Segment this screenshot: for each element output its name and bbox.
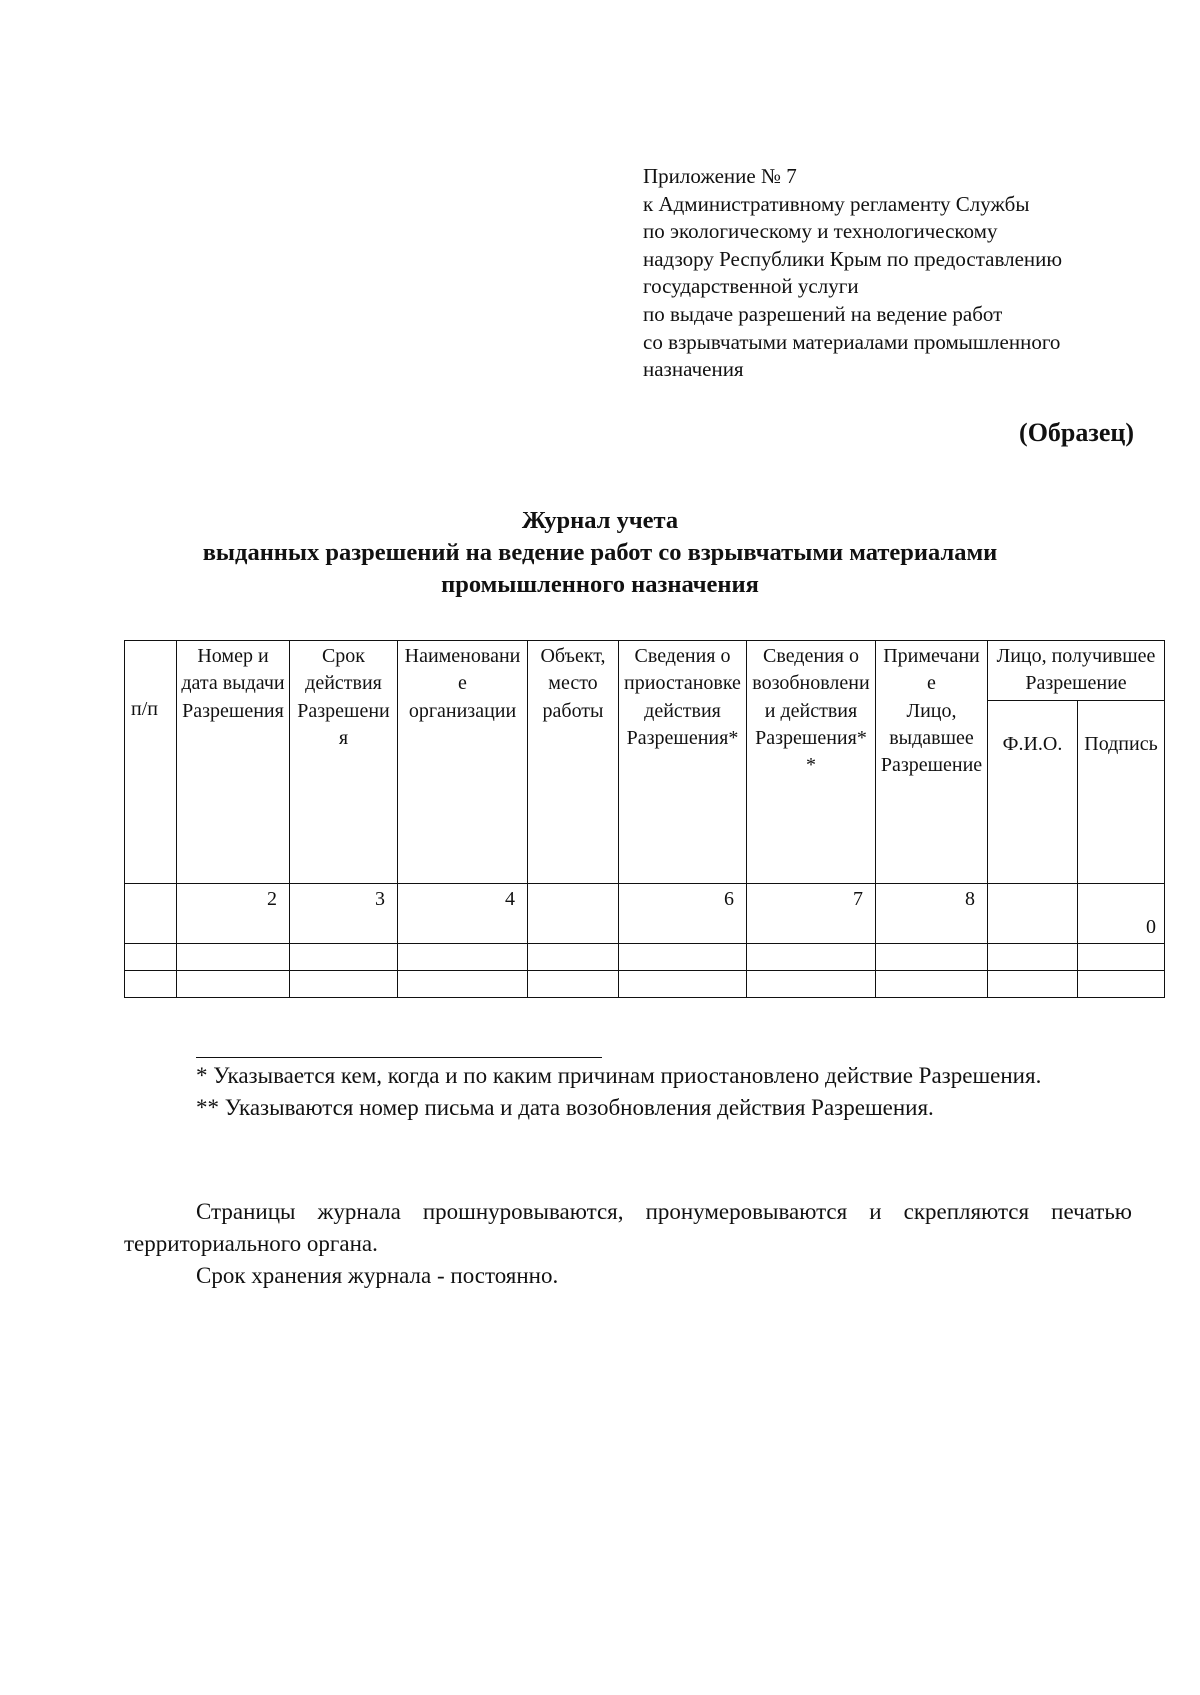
title-line-2: выданных разрешений на ведение работ со взрывчатыми материалами <box>202 539 998 566</box>
appendix-line: надзору Республики Крым по предоставлению <box>643 246 1063 271</box>
footnote-separator <box>196 1057 602 1058</box>
closing-notes <box>124 1196 1132 1292</box>
header-col-8-main: Примечание <box>883 645 980 695</box>
col-number-9 <box>988 883 1078 943</box>
header-col-7: Сведения о возобновлении действия Разрешения** <box>747 641 876 884</box>
col-number-6: 6 <box>619 883 747 943</box>
header-signature: Подпись <box>1078 700 1165 883</box>
footnote-2: ** Указываются номер письма и дата возобновления действия Разрешения. <box>196 1095 934 1120</box>
journal-table <box>124 640 1165 998</box>
header-col-2: Номер и дата выдачи Разрешения <box>177 641 290 884</box>
title-line-3: промышленного назначения <box>441 571 759 598</box>
appendix-line: Приложение № 7 <box>643 164 797 188</box>
footnotes <box>124 1060 1132 1124</box>
appendix-line: по экологическому и технологическому <box>643 219 998 244</box>
header-row <box>125 641 1165 701</box>
column-numbers-row <box>125 883 1165 943</box>
appendix-line: по выдаче разрешений на ведение работ <box>643 301 1003 326</box>
sample-label: (Образец) <box>1019 418 1134 447</box>
header-col-5: Объект, место работы <box>528 641 619 884</box>
footnote-1: * Указывается кем, когда и по каким причинам приостановлено действие Разрешения. <box>196 1063 1042 1088</box>
header-col-8 <box>876 641 988 884</box>
appendix-line: к Административному регламенту Службы <box>643 191 1030 216</box>
appendix-block <box>643 163 1163 384</box>
header-col-3: Срок действия Разрешения <box>290 641 398 884</box>
header-col-4: Наименование организации <box>398 641 528 884</box>
closing-paragraph-2: Срок хранения журнала - постоянно. <box>196 1263 559 1288</box>
appendix-line: государственной услуги <box>643 274 859 299</box>
table-row <box>125 970 1165 997</box>
col-number-8: 8 <box>876 883 988 943</box>
col-number-7: 7 <box>747 883 876 943</box>
col-number-2: 2 <box>177 883 290 943</box>
header-col-6: Сведения о приостановке действия Разрешения* <box>619 641 747 884</box>
col-number-5 <box>528 883 619 943</box>
appendix-line: со взрывчатыми материалами промышленного <box>643 329 1061 354</box>
col-number-10 <box>1078 883 1165 943</box>
header-col-9-group: Лицо, получившее Разрешение <box>988 641 1165 701</box>
col-number-1 <box>125 883 177 943</box>
header-col-1: п/п <box>125 641 177 884</box>
title-line-1: Журнал учета <box>521 507 679 534</box>
table-row <box>125 943 1165 970</box>
closing-paragraph-1: Страницы журнала прошнуровываются, пронумеровываются и скрепляются печатью территориального органа. <box>124 1199 1132 1256</box>
header-col-8-sub: Лицо, выдавшее Разрешение <box>880 699 983 777</box>
col-number-10-value: 0 <box>1146 915 1156 938</box>
header-fio: Ф.И.О. <box>988 700 1078 883</box>
appendix-line: назначения <box>643 357 744 382</box>
document-title <box>0 505 1200 601</box>
col-number-3: 3 <box>290 883 398 943</box>
col-number-4: 4 <box>398 883 528 943</box>
